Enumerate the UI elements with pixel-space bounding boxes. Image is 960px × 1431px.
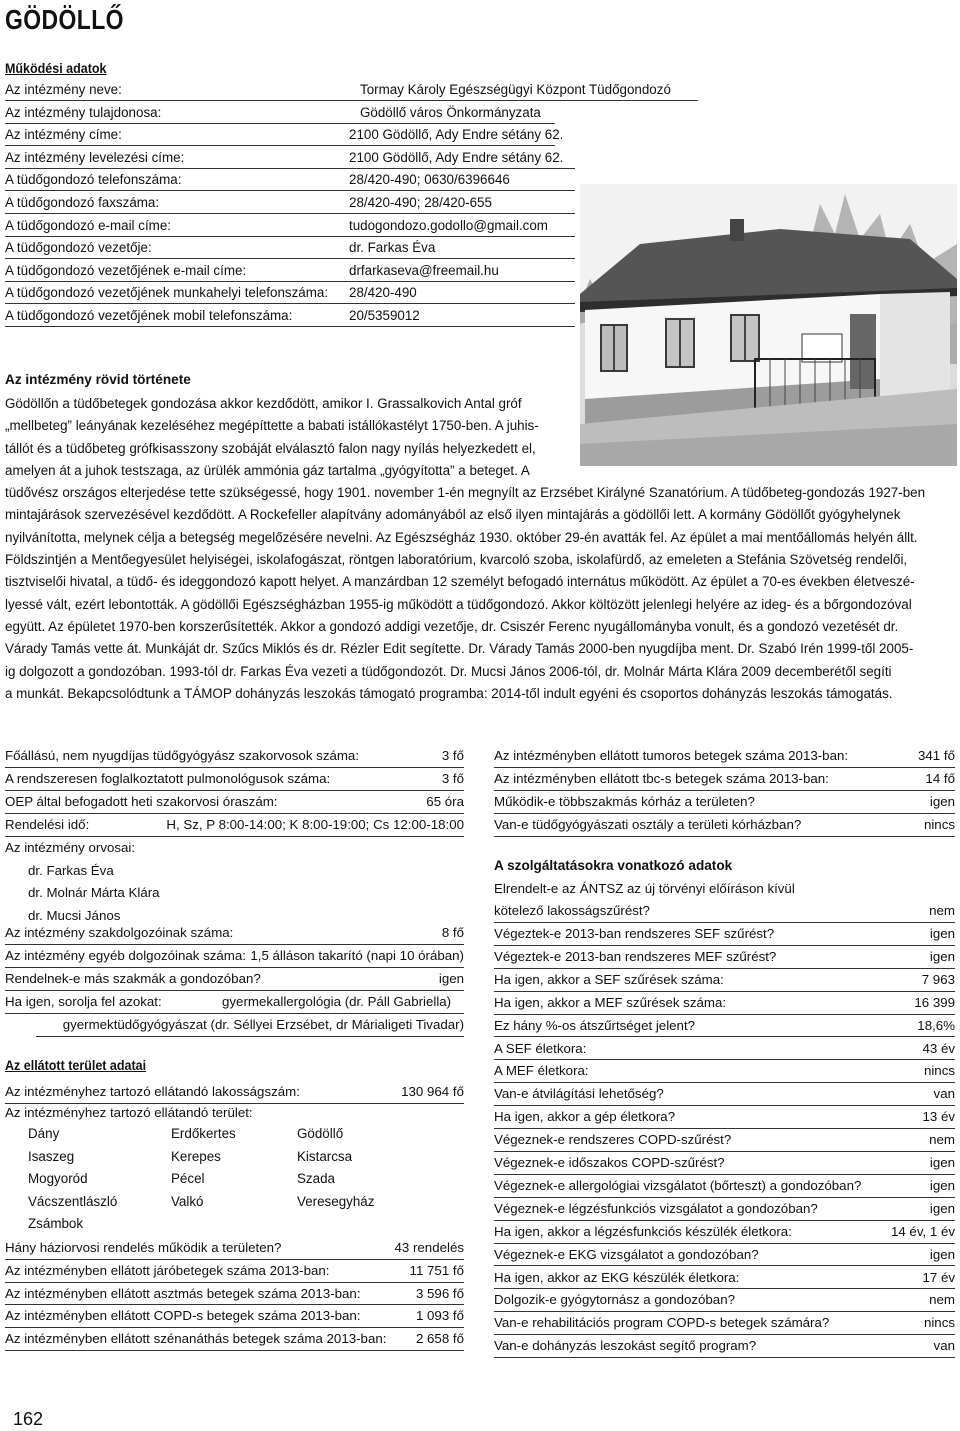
service-row <box>494 1015 955 1038</box>
other-staff-label: Az intézmény egyéb dolgozóinak száma: <box>5 948 246 963</box>
service-row <box>494 1335 955 1358</box>
service-row <box>494 1312 955 1335</box>
stat-value: 2 658 fő <box>415 1331 464 1347</box>
service-label: Ez hány %-os átszűrtséget jelent? <box>494 1017 696 1033</box>
doctors-label-row <box>5 837 464 860</box>
service-row <box>494 1106 955 1129</box>
stat-value: 3 596 fő <box>415 1285 464 1301</box>
other-spec-value: igen <box>438 971 464 986</box>
info-value: 28/420-490 <box>349 285 417 301</box>
service-value: nem <box>929 1292 955 1308</box>
service-row <box>494 992 955 1015</box>
other-staff-row <box>5 945 464 968</box>
screening-label-1: Elrendelt-e az ÁNTSZ az új törvényi előíráson kívül <box>494 881 795 896</box>
service-label: A MEF életkora: <box>494 1063 589 1079</box>
town-name: Pécel <box>171 1171 205 1186</box>
town-name: Gödöllő <box>297 1126 344 1141</box>
service-label: Végeznek-e EKG vizsgálatot a gondozóban? <box>494 1246 759 1262</box>
service-value: igen <box>929 1246 955 1262</box>
stat-row <box>5 1283 464 1306</box>
pulmonologists-row <box>5 768 464 791</box>
other-spec-label: Rendelnek-e más szakmák a gondozóban? <box>5 971 261 986</box>
info-row <box>5 124 564 146</box>
right-label: Működik-e többszakmás kórház a területen? <box>494 793 755 809</box>
service-value: 43 év <box>922 1040 955 1056</box>
service-row <box>494 1152 955 1175</box>
screening-row-1 <box>494 878 955 901</box>
service-value: 7 963 <box>921 971 955 987</box>
list-row <box>5 991 464 1014</box>
history-line: nyilvánította, melynek célja a betegség megelőzésére nevelni. Az Egészségház 1930. október 29-én avatták fel. Az épület a mai mentőállomás helyén állt. <box>5 529 918 545</box>
stat-label: Az intézményben ellátott járóbetegek száma 2013-ban: <box>5 1262 330 1278</box>
info-row <box>5 192 575 214</box>
stat-label: Az intézményben ellátott asztmás betegek száma 2013-ban: <box>5 1285 361 1301</box>
service-value: van <box>933 1086 955 1102</box>
service-value: 13 év <box>922 1109 955 1125</box>
specialists-value: 3 fő <box>441 748 464 763</box>
territory-label: Az intézményhez tartozó ellátandó terület: <box>5 1105 253 1120</box>
service-value: nincs <box>923 1315 955 1331</box>
stat-row <box>5 1237 464 1260</box>
service-row <box>494 1038 955 1061</box>
area-heading: Az ellátott terület adatai <box>5 1058 147 1073</box>
town-name: Valkó <box>171 1193 204 1209</box>
info-value: dr. Farkas Éva <box>349 240 436 256</box>
pulmonologists-value: 3 fő <box>441 770 464 786</box>
service-label: Ha igen, akkor a MEF szűrések száma: <box>494 994 727 1010</box>
town-name: Kistarcsa <box>297 1148 353 1164</box>
service-label: Van-e dohányzás leszokást segítő program? <box>494 1338 757 1354</box>
service-value: igen <box>929 1200 955 1216</box>
history-line: a munkát. Bekapcsolódtunk a TÁMOP dohányzás leszokás támogató programba: 2014-től indult egyéni és csoportos dohányzás leszokás támogatás. <box>5 685 893 701</box>
right-row <box>494 745 955 768</box>
page-number: 162 <box>13 1409 44 1429</box>
right-value: 14 fő <box>925 770 955 786</box>
service-label: Végeztek-e 2013-ban rendszeres MEF szűrést? <box>494 948 777 964</box>
specialists-row <box>5 745 464 768</box>
service-value: 16 399 <box>914 994 955 1010</box>
info-label: Az intézmény tulajdonosa: <box>5 104 162 120</box>
right-value: 341 fő <box>918 748 955 763</box>
town-name: Dány <box>28 1126 60 1141</box>
stat-row <box>5 1305 464 1328</box>
right-label: Van-e tüdőgyógyászati osztály a területi kórházban? <box>494 816 802 832</box>
specialists-label: Főállású, nem nyugdíjas tüdőgyógyász szakorvosok száma: <box>5 748 360 763</box>
service-label: Végeznek-e rendszeres COPD-szűrést? <box>494 1132 732 1148</box>
info-value: 28/420-490; 0630/6396646 <box>349 172 510 188</box>
right-row <box>494 814 955 837</box>
stat-row <box>5 1328 464 1351</box>
info-value: 20/5359012 <box>349 308 420 323</box>
history-line: amelyen át a juhok testszaga, az ürülék ammónia gáz tartalma „gyógyította” a beteget. A <box>5 462 530 478</box>
stat-label: Az intézményben ellátott szénanáthás betegek száma 2013-ban: <box>5 1331 387 1347</box>
info-row <box>5 79 698 101</box>
service-value: nem <box>929 1132 955 1148</box>
service-label: Végeznek-e légzésfunkciós vizsgálatot a gondozóban? <box>494 1200 818 1216</box>
oep-label: OEP által befogadott heti szakorvosi óraszám: <box>5 793 278 809</box>
town-name: Kerepes <box>171 1148 221 1164</box>
info-label: A tüdőgondozó vezetője: <box>5 240 152 256</box>
list-value-1: gyermekallergológia (dr. Páll Gabriella) <box>222 994 452 1009</box>
territory-row <box>5 1102 464 1125</box>
oep-value: 65 óra <box>426 793 464 809</box>
info-label: A tüdőgondozó e-mail címe: <box>5 217 171 233</box>
history-line: együtt. Az épületet 1970-ben korszerűsítették. Akkor a gondozó addigi vezetője, dr. Csiszér Ferenc nyugállományba vonult, és a gondozó vezetését dr. <box>5 618 899 634</box>
service-row <box>494 969 955 992</box>
service-row <box>494 1267 955 1290</box>
other-spec-row <box>5 968 464 991</box>
right-row <box>494 791 955 814</box>
info-label: A tüdőgondozó telefonszáma: <box>5 172 182 188</box>
service-row <box>494 1083 955 1106</box>
right-label: Az intézményben ellátott tbc-s betegek száma 2013-ban: <box>494 770 829 786</box>
assistants-row <box>5 922 464 945</box>
service-value: 17 év <box>922 1269 955 1285</box>
info-label: A tüdőgondozó faxszáma: <box>5 195 160 210</box>
service-row <box>494 1289 955 1312</box>
assistants-label: Az intézmény szakdolgozóinak száma: <box>5 925 234 940</box>
population-value: 130 964 fő <box>401 1084 464 1099</box>
list-value-2: gyermektüdőgyógyászat (dr. Séllyei Erzsébet, dr Márialigeti Tivadar) <box>62 1017 464 1032</box>
doctor-item: dr. Mucsi János <box>28 908 121 924</box>
history-line: tisztviselői hivatal, a tüdő- és ideggondozó kapott helyet. A manzárdban 12 személyt befogadó internátus működött. Az épület a 70-es években életveszé- <box>5 574 915 590</box>
info-row <box>5 147 575 169</box>
service-label: Dolgozik-e gyógytornász a gondozóban? <box>494 1292 735 1308</box>
oep-row <box>5 791 464 814</box>
info-row <box>5 102 555 124</box>
doctor-item: dr. Farkas Éva <box>28 862 114 878</box>
service-value: igen <box>929 1155 955 1170</box>
history-line: tállót és a tüdőbeteg grófkisasszony szobáját elválasztó falon nagy nyílás helyezkedett el, <box>5 440 536 456</box>
service-row <box>494 1129 955 1152</box>
screening-value: nem <box>929 903 955 918</box>
service-label: A SEF életkora: <box>494 1040 587 1056</box>
service-value: igen <box>929 926 955 941</box>
info-value: Tormay Károly Egészségügyi Központ Tüdőgondozó <box>360 82 671 97</box>
list-row-2 <box>36 1014 464 1037</box>
population-row <box>5 1081 464 1104</box>
hours-value: H, Sz, P 8:00-14:00; K 8:00-19:00; Cs 12:00-18:00 <box>166 816 464 832</box>
info-row <box>5 260 575 282</box>
info-label: A tüdőgondozó vezetőjének e-mail címe: <box>5 262 247 278</box>
page-title: GÖDÖLLŐ <box>5 4 124 35</box>
info-label: Az intézmény címe: <box>5 127 122 143</box>
info-value: Gödöllő város Önkormányzata <box>360 104 541 120</box>
right-label: Az intézményben ellátott tumoros betegek száma 2013-ban: <box>494 748 849 763</box>
info-label: A tüdőgondozó vezetőjének munkahelyi telefonszáma: <box>5 285 329 301</box>
stat-row <box>5 1260 464 1283</box>
info-value: 2100 Gödöllő, Ady Endre sétány 62. <box>349 149 564 165</box>
history-line: Földszintjén a Mentőegyesület helyiségei, iskolafogászat, röntgen laboratórium, kvarcoló szoba, iskolafürdő, az emeleten a Stefánia Szövetség rendelői, <box>5 552 908 568</box>
screening-row-2 <box>494 900 955 923</box>
service-label: Van-e rehabilitációs program COPD-s betegek számára? <box>494 1315 830 1331</box>
town-name: Zsámbok <box>28 1216 84 1231</box>
history-line: lyessé vált, ezért lebontották. A gödöllői Egészségházban 1955-ig működött a tüdőgondozó. Akkor költözött jelenlegi helyére az ideg- és a bőrgondozóval <box>5 596 912 612</box>
stat-value: 11 751 fő <box>409 1262 464 1278</box>
service-row <box>494 923 955 946</box>
service-row <box>494 1060 955 1083</box>
service-row <box>494 1198 955 1221</box>
info-value: 28/420-490; 28/420-655 <box>349 195 492 210</box>
service-label: Ha igen, akkor a légzésfunkciós készülék életkora: <box>494 1223 792 1239</box>
history-line: „mellbeteg” leányának kezeléséhez megépíttette a babati istállókastélyt 1750-ben. A juhis- <box>5 418 539 434</box>
service-row <box>494 946 955 969</box>
doctor-item: dr. Molnár Márta Klára <box>28 885 160 901</box>
town-name: Veresegyház <box>297 1193 375 1209</box>
hours-label: Rendelési idő: <box>5 816 90 832</box>
assistants-value: 8 fő <box>441 925 464 940</box>
history-line: mintajárások szervezésével kezdődött. A Rockefeller alapítvány adományából az első ilyen mintajárás a gödöllői lett. A kormány Gödöllőt gyógyhelynek <box>5 507 901 523</box>
history-line: Gödöllőn a tüdőbetegek gondozása akkor kezdődött, amikor I. Grassalkovich Antal gróf <box>5 396 522 411</box>
stat-value: 43 rendelés <box>394 1240 464 1255</box>
hours-row <box>5 814 464 837</box>
service-label: Végeznek-e időszakos COPD-szűrést? <box>494 1155 725 1170</box>
town-name: Erdőkertes <box>171 1126 236 1141</box>
info-label: Az intézmény neve: <box>5 82 122 97</box>
right-row <box>494 768 955 791</box>
services-heading: A szolgáltatásokra vonatkozó adatok <box>494 858 733 873</box>
history-line: ig dolgozott a gondozóban. 1993-tól dr. Farkas Éva vezeti a tüdőgondozót. Dr. Mucsi János 2006-tól, dr. Molnár Márta Klára 2009 decemberétől segíti <box>5 663 892 679</box>
service-value: igen <box>929 948 955 964</box>
service-value: 18,6% <box>917 1017 955 1033</box>
screening-label-2: kötelező lakosságszűrést? <box>494 903 650 918</box>
right-value: igen <box>929 793 955 809</box>
population-label: Az intézményhez tartozó ellátandó lakosságszám: <box>5 1084 300 1099</box>
list-label: Ha igen, sorolja fel azokat: <box>5 994 162 1009</box>
history-line: Várady Tamás vette át. Munkáját dr. Szűcs Miklós és dr. Rézler Edit segítette. Dr. Várady Tamás 2000-ben nyugdíjba ment. Dr. Szabó Irén 1999-től 2005- <box>5 641 914 657</box>
service-label: Ha igen, akkor a gép életkora? <box>494 1109 676 1125</box>
service-value: 14 év, 1 év <box>890 1223 955 1239</box>
service-value: igen <box>929 1177 955 1193</box>
service-row <box>494 1244 955 1267</box>
pulmonologists-label: A rendszeresen foglalkoztatott pulmonológusok száma: <box>5 770 331 786</box>
service-label: Végeznek-e allergológiai vizsgálatot (bőrteszt) a gondozóban? <box>494 1177 862 1193</box>
town-name: Vácszentlászló <box>28 1193 118 1209</box>
doctors-label: Az intézmény orvosai: <box>5 839 136 855</box>
info-label: Az intézmény levelezési címe: <box>5 149 185 165</box>
info-row <box>5 305 575 327</box>
info-row <box>5 237 575 259</box>
town-name: Mogyoród <box>28 1171 88 1186</box>
history-line: tüdővész országos elterjedése tette szükségessé, hogy 1901. november 1-én megnyílt az Erzsébet Királyné Szanatórium. A tüdőbeteg-gondozás 1927-ben <box>5 485 926 501</box>
history-paragraph <box>5 393 957 705</box>
right-value: nincs <box>923 816 955 832</box>
service-label: Végeztek-e 2013-ban rendszeres SEF szűrést? <box>494 926 775 941</box>
service-value: van <box>933 1338 955 1354</box>
info-row <box>5 215 575 237</box>
town-name: Isaszeg <box>28 1148 75 1164</box>
info-value: drfarkaseva@freemail.hu <box>349 262 499 278</box>
stat-value: 1 093 fő <box>415 1308 464 1324</box>
town-name: Szada <box>297 1171 335 1186</box>
info-row <box>5 169 575 191</box>
info-value: 2100 Gödöllő, Ady Endre sétány 62. <box>349 127 564 143</box>
info-value: tudogondozo.godollo@gmail.com <box>349 217 548 233</box>
info-label: A tüdőgondozó vezetőjének mobil telefonszáma: <box>5 308 293 323</box>
info-row <box>5 282 575 304</box>
service-label: Ha igen, akkor az EKG készülék életkora: <box>494 1269 740 1285</box>
other-staff-value: 1,5 álláson takarító (napi 10 órában) <box>250 948 464 963</box>
service-row <box>494 1221 955 1244</box>
service-label: Ha igen, akkor a SEF szűrések száma: <box>494 971 724 987</box>
operational-heading: Működési adatok <box>5 61 107 76</box>
stat-label: Hány háziorvosi rendelés működik a területen? <box>5 1240 282 1255</box>
service-value: nincs <box>923 1063 955 1079</box>
service-row <box>494 1175 955 1198</box>
stat-label: Az intézményben ellátott COPD-s betegek száma 2013-ban: <box>5 1308 361 1324</box>
service-label: Van-e átvilágítási lehetőség? <box>494 1086 664 1102</box>
history-heading: Az intézmény rövid története <box>5 372 191 387</box>
